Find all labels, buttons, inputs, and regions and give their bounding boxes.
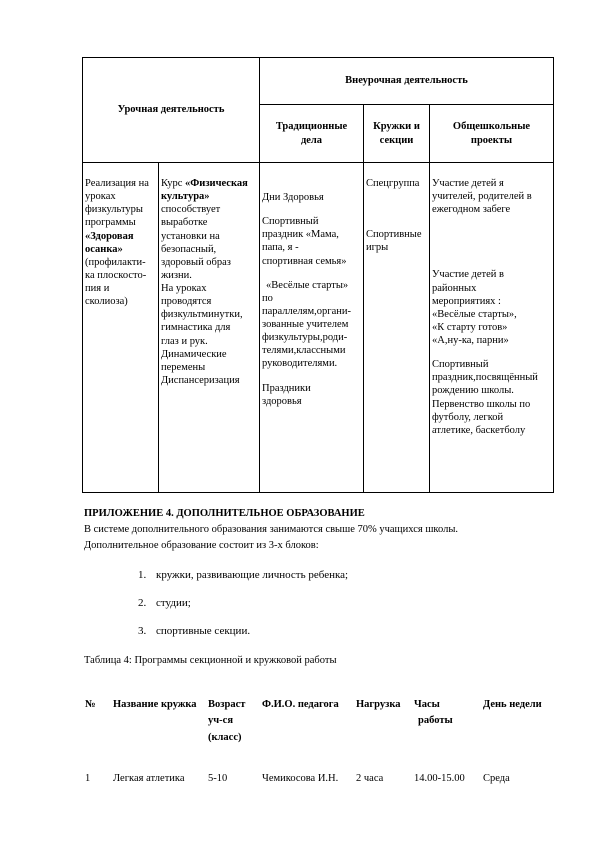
text-line: «Весёлые старты», — [432, 308, 517, 320]
text-line: глаз и рук. — [161, 335, 208, 347]
text-line: культура» — [161, 191, 210, 203]
list-text: кружки, развивающие личность ребенка; — [156, 569, 349, 581]
list-number: 3. — [138, 625, 147, 637]
list-text: спортивные секции. — [156, 625, 251, 637]
text-line: Дни Здоровья — [262, 192, 324, 203]
appendix-paragraph-1: В системе дополнительного образования занимаются свыше 70% учащихся школы. — [84, 524, 459, 535]
appendix-paragraph-2: Дополнительное образование состоит из 3-х блоков: — [84, 540, 319, 551]
text-line: мероприятиях : — [432, 295, 501, 307]
text-line: Спортивный — [262, 216, 319, 228]
header-extracurricular — [260, 58, 554, 105]
text-line: Спортивный — [432, 359, 489, 371]
text-line: Спецгруппа — [366, 178, 420, 189]
table-caption: Таблица 4: Программы секционной и кружковой работы — [84, 655, 337, 666]
text-line: праздник,посвящённый — [432, 372, 538, 384]
text-line: Участие детей я — [432, 178, 504, 189]
t4-header-load: Нагрузка — [356, 699, 401, 710]
t4-header-age-l1: Возраст — [208, 699, 246, 710]
t4-row1-load: 2 часа — [356, 773, 384, 784]
t4-header-age-l2: уч-ся — [208, 715, 234, 727]
text-line: Динамические — [161, 348, 227, 360]
cell-circles — [364, 163, 430, 493]
t4-header-hours-l2: работы — [418, 715, 453, 727]
text-line: уроках — [85, 191, 116, 203]
t4-header-age-l3: (класс) — [208, 731, 242, 743]
text-line: сколиоза) — [85, 296, 128, 308]
text-line: гимнастика для — [161, 322, 231, 334]
cell-traditional — [260, 163, 364, 493]
text-line: футболу, легкой — [432, 411, 504, 423]
text-line: руководителями. — [262, 358, 338, 370]
text-line: Реализация на — [85, 178, 149, 189]
header-traditional — [260, 105, 364, 163]
text-line: проводятся — [161, 296, 212, 308]
header-lesson-text: Урочная деятельность — [117, 104, 225, 116]
text-line: папа, я - — [262, 242, 299, 254]
list-item — [138, 625, 250, 637]
cell-lesson-program — [83, 163, 159, 493]
t4-header-hours — [414, 697, 453, 730]
list-item — [138, 597, 191, 609]
text-line — [161, 177, 257, 190]
header-circles — [364, 105, 430, 163]
header-projects — [430, 105, 554, 163]
text-line: параллелям,органи- — [262, 305, 351, 317]
text-line: Участие детей в — [432, 269, 504, 281]
text-line: Первенство школы по — [432, 398, 531, 410]
text-line: осанка» — [85, 243, 123, 255]
text-line: жизни. — [161, 269, 192, 281]
t4-row1-age: 5-10 — [208, 773, 228, 784]
text-line: физкультуры — [85, 204, 143, 216]
list-number: 2. — [138, 597, 147, 609]
text-line: ежегодном забеге — [432, 204, 511, 216]
list-number: 1. — [138, 569, 147, 581]
t4-header-hours-l1: Часы — [414, 699, 440, 710]
header-projects-l1: Общешкольные — [452, 121, 531, 133]
header-lesson — [83, 58, 260, 163]
text-line: праздник «Мама, — [262, 229, 339, 241]
text-line: ка плоскосто- — [85, 269, 147, 281]
text-line: (профилакти- — [85, 256, 146, 268]
text-line: программы — [85, 217, 136, 229]
text-line: по — [262, 292, 273, 304]
t4-header-num: № — [85, 699, 96, 710]
t4-row1-name: Легкая атлетика — [113, 773, 185, 784]
appendix-title: ПРИЛОЖЕНИЕ 4. ДОПОЛНИТЕЛЬНОЕ ОБРАЗОВАНИЕ — [84, 508, 365, 519]
text-line: перемены — [161, 361, 206, 373]
activities-table — [82, 57, 554, 493]
text-line: здоровый образ — [161, 256, 231, 268]
cell-projects — [430, 163, 554, 493]
list-text: студии; — [156, 597, 191, 609]
header-projects-l2: проекты — [470, 134, 513, 146]
text-line: здоровья — [262, 395, 302, 407]
text-line: выработке — [161, 217, 208, 229]
text-line: зованные учителем — [262, 319, 349, 330]
header-traditional-l1: Традиционные — [275, 121, 348, 133]
text-line: рождению школы. — [432, 385, 514, 397]
text-part: Курс — [161, 178, 185, 189]
text-line: «К старту готов» — [432, 321, 508, 333]
t4-header-day: День недели — [483, 699, 542, 710]
text-line: способствует — [161, 204, 221, 216]
header-circles-l2: секции — [379, 134, 414, 146]
text-line: «А,ну-ка, парни» — [432, 335, 509, 346]
t4-row1-hours: 14.00-15.00 — [414, 773, 465, 784]
text-line: Диспансеризация — [161, 374, 240, 386]
header-traditional-l2: дела — [300, 134, 323, 146]
text-line: атлетике, баскетболу — [432, 424, 526, 436]
text-line: установки на — [161, 230, 220, 242]
t4-row1-num: 1 — [85, 773, 91, 784]
t4-header-teacher: Ф.И.О. педагога — [262, 699, 339, 710]
text-line: учителей, родителей в — [432, 191, 532, 203]
text-line: безопасный, — [161, 243, 217, 255]
text-line: спортивная семья» — [262, 255, 347, 267]
text-line: телями,классными — [262, 345, 346, 357]
text-part: «Физическая — [185, 178, 248, 189]
text-line: «Весёлые старты» — [266, 279, 349, 291]
header-extracurricular-text: Внеурочная деятельность — [345, 75, 468, 87]
text-line: игры — [366, 242, 389, 254]
t4-header-name: Название кружка — [113, 699, 197, 710]
list-item — [138, 569, 348, 581]
text-line: районных — [432, 282, 477, 294]
text-line: Спортивные — [366, 229, 422, 241]
t4-row1-teacher: Чемикосова И.Н. — [262, 773, 339, 784]
cell-lesson-course — [159, 163, 260, 493]
text-line: физкультминутки, — [161, 309, 243, 321]
header-circles-l1: Кружки и — [373, 121, 420, 133]
t4-header-age — [208, 697, 245, 746]
text-line: физкультуры,роди- — [262, 332, 348, 344]
text-line: пия и — [85, 283, 110, 294]
text-line: На уроках — [161, 283, 207, 294]
text-line: «Здоровая — [85, 230, 134, 242]
text-line: Праздники — [262, 382, 311, 394]
t4-row1-day: Среда — [483, 773, 510, 784]
